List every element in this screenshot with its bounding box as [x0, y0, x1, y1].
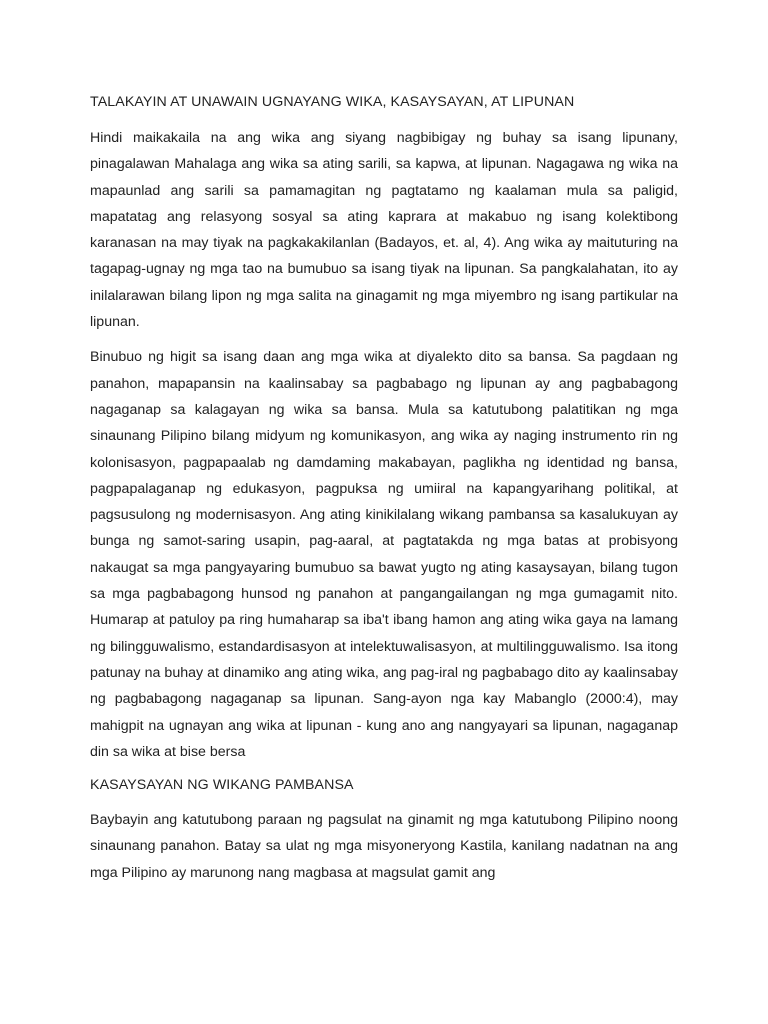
paragraph-intro: Hindi maikakaila na ang wika ang siyang nagbibigay ng buhay sa isang lipunany, pinagalawan Mahalaga ang wika sa ating sarili, sa kapwa, at lipunan. Nagagawa ng wika na mapaunlad ang sarili sa pamamagitan ng pagtatamo ng kaalaman mula sa paligid, mapatatag ang relasyong sosyal sa ating kaprara at makabuo ng isang kolektibong karanasan na may tiyak na pagkakakilanlan (Badayos, et. al, 4). Ang wika ay maituturing na tagapag-ugnay ng mga tao na bumubuo sa isang tiyak na lipunan. Sa pangkalahatan, ito ay inilalarawan bilang lipon ng mga salita na ginagamit ng mga miyembro ng isang partikular na lipunan. — [90, 130, 678, 331]
document-body — [90, 92, 678, 886]
paragraph-wika-at-lipunan: Binubuo ng higit sa isang daan ang mga wika at diyalekto dito sa bansa. Sa pagdaan ng panahon, mapapansin na kaalinsabay sa pagbabago ng lipunan ay ang pagbabagong nagaganap sa kalagayan ng wika sa bansa. Mula sa katutubong palatitikan ng mga sinaunang Pilipino bilang midyum ng komunikasyon, ang wika ay naging instrumento rin ng kolonisasyon, pagpapaalab ng damdaming makabayan, paglikha ng identidad ng bansa, pagpapalaganap ng edukasyon, pagpuksa ng umiiral na kapangyarihang politikal, at pagsusulong ng modernisasyon. Ang ating kinikilalang wikang pambansa sa kasalukuyan ay bunga ng samot-saring usapin, pag-aaral, at pagtatakda ng mga batas at probisyong nakaugat sa mga pangyayaring bumubuo sa bawat yugto ng ating kasaysayan, bilang tugon sa mga pagbabagong hunsod ng panahon at pangangailangan ng mga gumagamit nito. Humarap at patuloy pa ring humaharap sa iba't ibang hamon ang ating wika gaya na lamang ng bilingguwalismo, estandardisasyon at intelektuwalisasyon, at multilingguwalismo. Isa itong patunay na buhay at dinamiko ang ating wika, ang pag-iral ng pagbabago dito ay kaalinsabay ng pagbabagong nagaganap sa lipunan. Sang-ayon nga kay Mabanglo (2000:4), may mahigpit na ugnayan ang wika at lipunan - kung ano ang nangyayari sa lipunan, nagaganap din sa wika at bise bersa — [90, 349, 678, 760]
section-heading-ugnayan: TALAKAYIN AT UNAWAIN UGNAYANG WIKA, KASAYSAYAN, AT LIPUNAN — [90, 94, 575, 110]
section-heading-kasaysayan: KASAYSAYAN NG WIKANG PAMBANSA — [90, 777, 354, 794]
paragraph-baybayin: Baybayin ang katutubong paraan ng pagsulat na ginamit ng mga katutubong Pilipino noong sinaunang panahon. Batay sa ulat ng mga misyoneryong Kastila, kanilang nadatnan na ang mga Pilipino ay marunong nang magbasa at magsulat gamit ang — [90, 812, 678, 881]
